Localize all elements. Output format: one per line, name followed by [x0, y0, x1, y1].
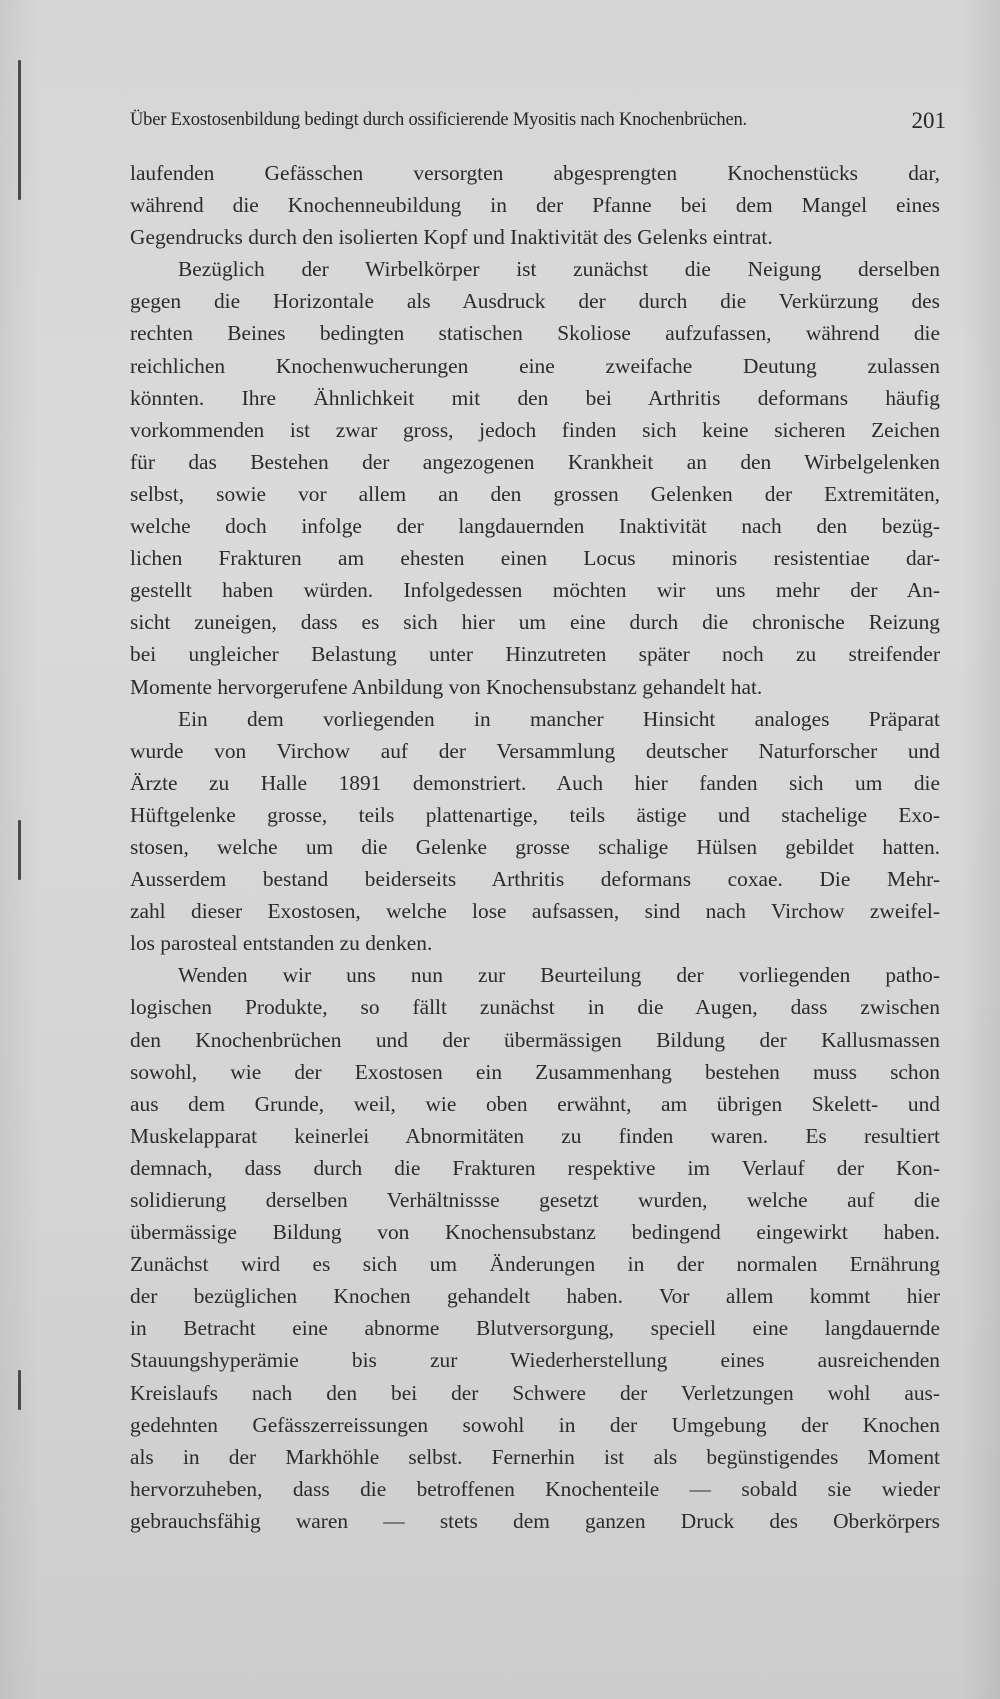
text-line: los parosteal entstanden zu denken. — [130, 931, 433, 956]
text-line: logischen Produkte, so fällt zunächst in die Augen, dass zwischen — [130, 995, 940, 1020]
text-line: wurde von Virchow auf der Versammlung deutscher Naturforscher und — [130, 738, 940, 763]
text-line: Bezüglich der Wirbelkörper ist zunächst die Neigung derselben — [178, 257, 940, 282]
text-line: Muskelapparat keinerlei Abnormitäten zu finden waren. Es resultiert — [130, 1123, 940, 1148]
text-line: gebrauchsfähig waren — stets dem ganzen Druck des Oberkörpers — [130, 1508, 940, 1533]
text-line: welche doch infolge der langdauernden Inaktivität nach den bezüg- — [130, 514, 940, 539]
text-line: gedehnten Gefässzerreissungen sowohl in der Umgebung der Knochen — [130, 1412, 940, 1437]
text-line: Ausserdem bestand beiderseits Arthritis deformans coxae. Die Mehr- — [130, 867, 940, 892]
text-line: zahl dieser Exostosen, welche lose aufsassen, sind nach Virchow zweifel- — [130, 899, 940, 924]
text-line: könnten. Ihre Ähnlichkeit mit den bei Arthritis deformans häufig — [130, 385, 940, 410]
running-title: Über Exostosenbildung bedingt durch ossificierende Myositis nach Knochenbrüchen. — [130, 110, 747, 130]
text-line: übermässige Bildung von Knochensubstanz bedingend eingewirkt haben. — [130, 1220, 940, 1245]
text-line: während die Knochenneubildung in der Pfanne bei dem Mangel eines — [130, 193, 940, 218]
text-line: Hüftgelenke grosse, teils plattenartige, teils ästige und stachelige Exo- — [130, 802, 940, 827]
text-line: vorkommenden ist zwar gross, jedoch finden sich keine sicheren Zeichen — [130, 417, 940, 442]
text-line: der bezüglichen Knochen gehandelt haben. Vor allem kommt hier — [130, 1284, 940, 1309]
text-line: Kreislaufs nach den bei der Schwere der Verletzungen wohl aus- — [130, 1380, 940, 1405]
text-line: aus dem Grunde, weil, wie oben erwähnt, am übrigen Skelett- und — [130, 1091, 940, 1116]
text-line: hervorzuheben, dass die betroffenen Knochenteile — sobald sie wieder — [130, 1476, 940, 1501]
text-line: stosen, welche um die Gelenke grosse schalige Hülsen gebildet hatten. — [130, 834, 940, 859]
binding-edge-mark — [18, 820, 21, 880]
text-line: Gegendrucks durch den isolierten Kopf und Inaktivität des Gelenks eintrat. — [130, 225, 773, 250]
text-line: solidierung derselben Verhältnissse gesetzt wurden, welche auf die — [130, 1188, 940, 1212]
text-line: Ärzte zu Halle 1891 demonstriert. Auch hier fanden sich um die — [130, 770, 940, 795]
text-line: Momente hervorgerufene Anbildung von Knochensubstanz gehandelt hat. — [130, 674, 763, 699]
text-line: Ein dem vorliegenden in mancher Hinsicht analoges Präparat — [178, 706, 940, 731]
text-line: den Knochenbrüchen und der übermässigen Bildung der Kallusmassen — [130, 1027, 940, 1052]
text-line: rechten Beines bedingten statischen Skoliose aufzufassen, während die — [130, 321, 940, 346]
text-line: als in der Markhöhle selbst. Fernerhin ist als begünstigendes Moment — [130, 1444, 940, 1469]
text-line: demnach, dass durch die Frakturen respektive im Verlauf der Kon- — [130, 1155, 940, 1180]
text-line: bei ungleicher Belastung unter Hinzutreten später noch zu streifender — [130, 642, 940, 667]
text-line: lichen Frakturen am ehesten einen Locus minoris resistentiae dar- — [130, 546, 940, 571]
text-line: sicht zuneigen, dass es sich hier um eine durch die chronische Reizung — [130, 610, 940, 635]
text-line: gestellt haben würden. Infolgedessen möchten wir uns mehr der An- — [130, 578, 940, 603]
binding-edge-mark — [18, 1370, 21, 1410]
text-line: sowohl, wie der Exostosen ein Zusammenhang bestehen muss schon — [130, 1059, 940, 1084]
text-line: für das Bestehen der angezogenen Krankheit an den Wirbelgelenken — [130, 449, 940, 474]
text-line: laufenden Gefässchen versorgten abgesprengten Knochenstücks dar, — [130, 161, 940, 185]
text-line: Wenden wir uns nun zur Beurteilung der vorliegenden patho- — [178, 963, 940, 988]
text-line: Stauungshyperämie bis zur Wiederherstellung eines ausreichenden — [130, 1348, 940, 1373]
page-header — [130, 108, 950, 138]
text-line: selbst, sowie vor allem an den grossen Gelenken der Extremitäten, — [130, 481, 940, 506]
body-text — [130, 157, 940, 1537]
text-line: in Betracht eine abnorme Blutversorgung, speciell eine langdauernde — [130, 1316, 940, 1341]
text-line: gegen die Horizontale als Ausdruck der durch die Verkürzung des — [130, 289, 940, 314]
text-line: reichlichen Knochenwucherungen eine zweifache Deutung zulassen — [130, 353, 940, 378]
page-number: 201 — [911, 108, 946, 133]
text-line: Zunächst wird es sich um Änderungen in der normalen Ernährung — [130, 1252, 940, 1277]
binding-edge-mark — [18, 60, 21, 200]
